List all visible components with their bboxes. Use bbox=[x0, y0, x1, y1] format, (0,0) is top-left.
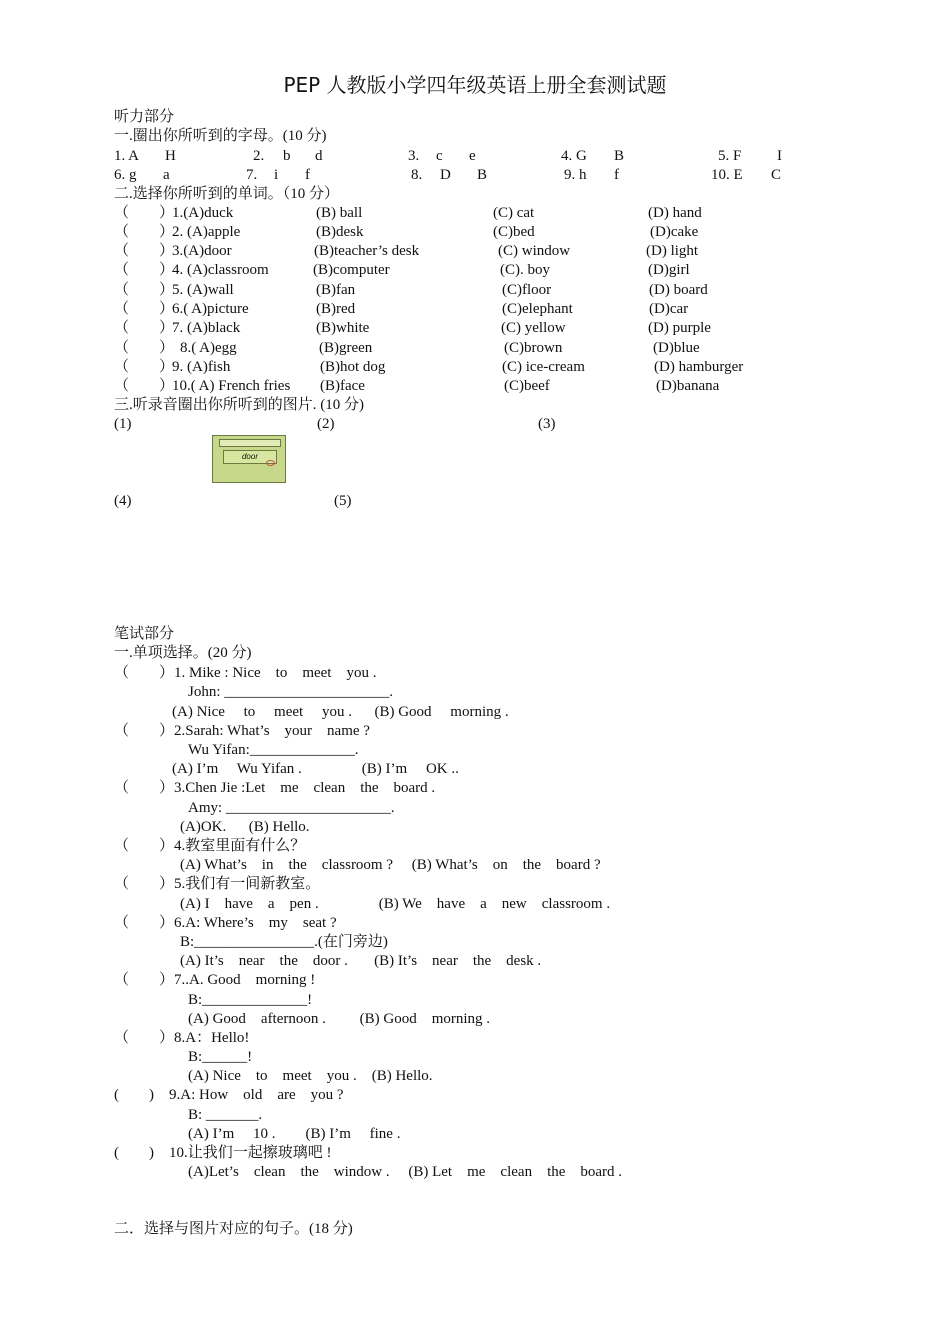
letter-option: f bbox=[305, 167, 310, 183]
letter-option: C bbox=[771, 167, 782, 183]
picture-label: (4) bbox=[114, 493, 132, 509]
dialogue-blank[interactable]: B:______________! bbox=[188, 992, 313, 1008]
question-line: （ ）3.Chen Jie :Let me clean the board . bbox=[114, 780, 436, 796]
option-d: (D) light bbox=[646, 243, 699, 259]
answer-options: (A)Let’s clean the window . (B) Let me clean the board . bbox=[188, 1164, 623, 1180]
answer-options: (A) Nice to meet you . (B) Hello. bbox=[188, 1068, 433, 1084]
question-option-a: 3.(A)door bbox=[172, 243, 232, 259]
letter-item: 2. bbox=[253, 148, 265, 164]
answer-options: (A)OK. (B) Hello. bbox=[180, 819, 310, 835]
letter-item: 6. g bbox=[114, 167, 137, 183]
picture-label: (5) bbox=[334, 493, 352, 509]
door-knob-icon bbox=[266, 460, 275, 466]
answer-options: (A) Nice to meet you . (B) Good morning . bbox=[172, 704, 509, 720]
written-heading: 笔试部分 bbox=[114, 626, 175, 642]
letter-option: a bbox=[163, 167, 170, 183]
question-line: （ ）7..A. Good morning ! bbox=[114, 972, 316, 988]
option-c: (C)beef bbox=[504, 378, 550, 394]
picture-label: (2) bbox=[317, 416, 335, 432]
question-option-a: 8.( A)egg bbox=[180, 340, 237, 356]
question-line: （ ）1. Mike : Nice to meet you . bbox=[114, 665, 377, 681]
letter-option: f bbox=[614, 167, 619, 183]
option-c: (C) yellow bbox=[501, 320, 566, 336]
section-heading: 三.听录音圈出你所听到的图片. (10 分) bbox=[114, 397, 364, 413]
question-option-a: 7. (A)black bbox=[172, 320, 241, 336]
option-b: (B)red bbox=[316, 301, 356, 317]
letter-option: c bbox=[436, 148, 443, 164]
door-sign: door bbox=[223, 450, 277, 464]
option-b: (B)white bbox=[316, 320, 370, 336]
answer-options: (A) What’s in the classroom ? (B) What’s on the board ? bbox=[180, 857, 601, 873]
dialogue-blank[interactable]: B: _______. bbox=[188, 1107, 263, 1123]
letter-option: i bbox=[274, 167, 279, 183]
letter-option: I bbox=[777, 148, 782, 164]
question-option-a: 6.( A)picture bbox=[172, 301, 249, 317]
question-option-a: 4. (A)classroom bbox=[172, 262, 269, 278]
option-b: (B)desk bbox=[316, 224, 364, 240]
question-line: （ ）6.A: Where’s my seat ? bbox=[114, 915, 337, 931]
picture-label: (3) bbox=[538, 416, 556, 432]
letter-option: b bbox=[283, 148, 291, 164]
letter-item: 10. E bbox=[711, 167, 743, 183]
section-heading: 一.圈出你所听到的字母。(10 分) bbox=[114, 128, 327, 144]
page-title: PEP 人教版小学四年级英语上册全套测试题 bbox=[283, 73, 667, 97]
option-d: (D) purple bbox=[648, 320, 711, 336]
listening-heading: 听力部分 bbox=[114, 109, 175, 125]
letter-item: 7. bbox=[246, 167, 258, 183]
dialogue-blank[interactable]: John: ______________________. bbox=[188, 684, 394, 700]
option-c: (C) ice-cream bbox=[502, 359, 585, 375]
option-d: (D)blue bbox=[653, 340, 700, 356]
dialogue-blank[interactable]: B:______! bbox=[188, 1049, 253, 1065]
letter-option: D bbox=[440, 167, 451, 183]
question-option-a: 5. (A)wall bbox=[172, 282, 234, 298]
question-line: （ ）4.教室里面有什么？ bbox=[114, 838, 306, 854]
answer-bracket[interactable]: （ ） bbox=[114, 359, 175, 375]
answer-options: (A) I have a pen . (B) We have a new classroom . bbox=[180, 896, 611, 912]
answer-bracket[interactable]: （ ） bbox=[114, 282, 175, 298]
letter-item: 4. G bbox=[561, 148, 587, 164]
answer-options: (A) Good afternoon . (B) Good morning . bbox=[188, 1011, 491, 1027]
option-b: (B)fan bbox=[316, 282, 356, 298]
letter-option: B bbox=[614, 148, 625, 164]
section-heading: 一.单项选择。(20 分) bbox=[114, 645, 252, 661]
option-b: (B) ball bbox=[316, 205, 363, 221]
option-d: (D)girl bbox=[648, 262, 690, 278]
option-c: (C)elephant bbox=[502, 301, 573, 317]
option-b: (B)teacher’s desk bbox=[314, 243, 420, 259]
question-line: （ ）8.A：Hello! bbox=[114, 1030, 250, 1046]
letter-item: 8. bbox=[411, 167, 423, 183]
option-d: (D)banana bbox=[656, 378, 720, 394]
section-heading: 二．选择与图片对应的句子。(18 分) bbox=[114, 1221, 353, 1237]
door-picture bbox=[212, 435, 286, 483]
answer-bracket[interactable]: （ ） bbox=[114, 262, 175, 278]
question-line: ( ) 9.A: How old are you ? bbox=[114, 1087, 344, 1103]
answer-bracket[interactable]: （ ） bbox=[114, 320, 175, 336]
question-line: ( ) 10.让我们一起擦玻璃吧 ! bbox=[114, 1145, 332, 1161]
answer-bracket[interactable]: （ ） bbox=[114, 205, 175, 221]
dialogue-blank[interactable]: Wu Yifan:______________. bbox=[188, 742, 359, 758]
option-d: (D) hamburger bbox=[654, 359, 744, 375]
option-b: (B)hot dog bbox=[320, 359, 386, 375]
option-c: (C). boy bbox=[500, 262, 550, 278]
answer-bracket[interactable]: （ ） bbox=[114, 301, 175, 317]
letter-option: H bbox=[165, 148, 176, 164]
question-option-a: 10.( A) French fries bbox=[172, 378, 291, 394]
option-d: (D)car bbox=[649, 301, 689, 317]
option-c: (C)floor bbox=[502, 282, 552, 298]
letter-option: d bbox=[315, 148, 323, 164]
question-line: （ ）5.我们有一间新教室。 bbox=[114, 876, 321, 892]
letter-option: e bbox=[469, 148, 476, 164]
question-option-a: 1.(A)duck bbox=[172, 205, 234, 221]
question-option-a: 2. (A)apple bbox=[172, 224, 241, 240]
option-b: (B)computer bbox=[313, 262, 390, 278]
answer-bracket[interactable]: （ ） bbox=[114, 340, 175, 356]
answer-options: (A) I’m Wu Yifan . (B) I’m OK .. bbox=[172, 761, 459, 777]
option-c: (C) cat bbox=[493, 205, 535, 221]
picture-label: (1) bbox=[114, 416, 132, 432]
option-b: (B)green bbox=[319, 340, 373, 356]
answer-bracket[interactable]: （ ） bbox=[114, 224, 175, 240]
section-heading: 二.选择你所听到的单词。（10 分） bbox=[114, 186, 340, 202]
letter-option: B bbox=[477, 167, 488, 183]
dialogue-blank[interactable]: Amy: ______________________. bbox=[188, 800, 395, 816]
dialogue-blank[interactable]: B:________________.(在门旁边) bbox=[180, 934, 388, 950]
letter-item: 3. bbox=[408, 148, 420, 164]
option-c: (C) window bbox=[498, 243, 571, 259]
question-option-a: 9. (A)fish bbox=[172, 359, 231, 375]
option-d: (D)cake bbox=[650, 224, 699, 240]
option-b: (B)face bbox=[320, 378, 365, 394]
door-frame bbox=[219, 439, 281, 447]
answer-bracket[interactable]: （ ） bbox=[114, 378, 175, 394]
letter-item: 5. F bbox=[718, 148, 742, 164]
answer-options: (A) I’m 10 . (B) I’m fine . bbox=[188, 1126, 401, 1142]
option-c: (C)bed bbox=[493, 224, 535, 240]
answer-options: (A) It’s near the door . (B) It’s near the desk . bbox=[180, 953, 542, 969]
option-d: (D) board bbox=[649, 282, 708, 298]
answer-bracket[interactable]: （ ） bbox=[114, 243, 175, 259]
option-c: (C)brown bbox=[504, 340, 563, 356]
letter-item: 9. h bbox=[564, 167, 587, 183]
option-d: (D) hand bbox=[648, 205, 702, 221]
question-line: （ ）2.Sarah: What’s your name ? bbox=[114, 723, 370, 739]
letter-item: 1. A bbox=[114, 148, 140, 164]
